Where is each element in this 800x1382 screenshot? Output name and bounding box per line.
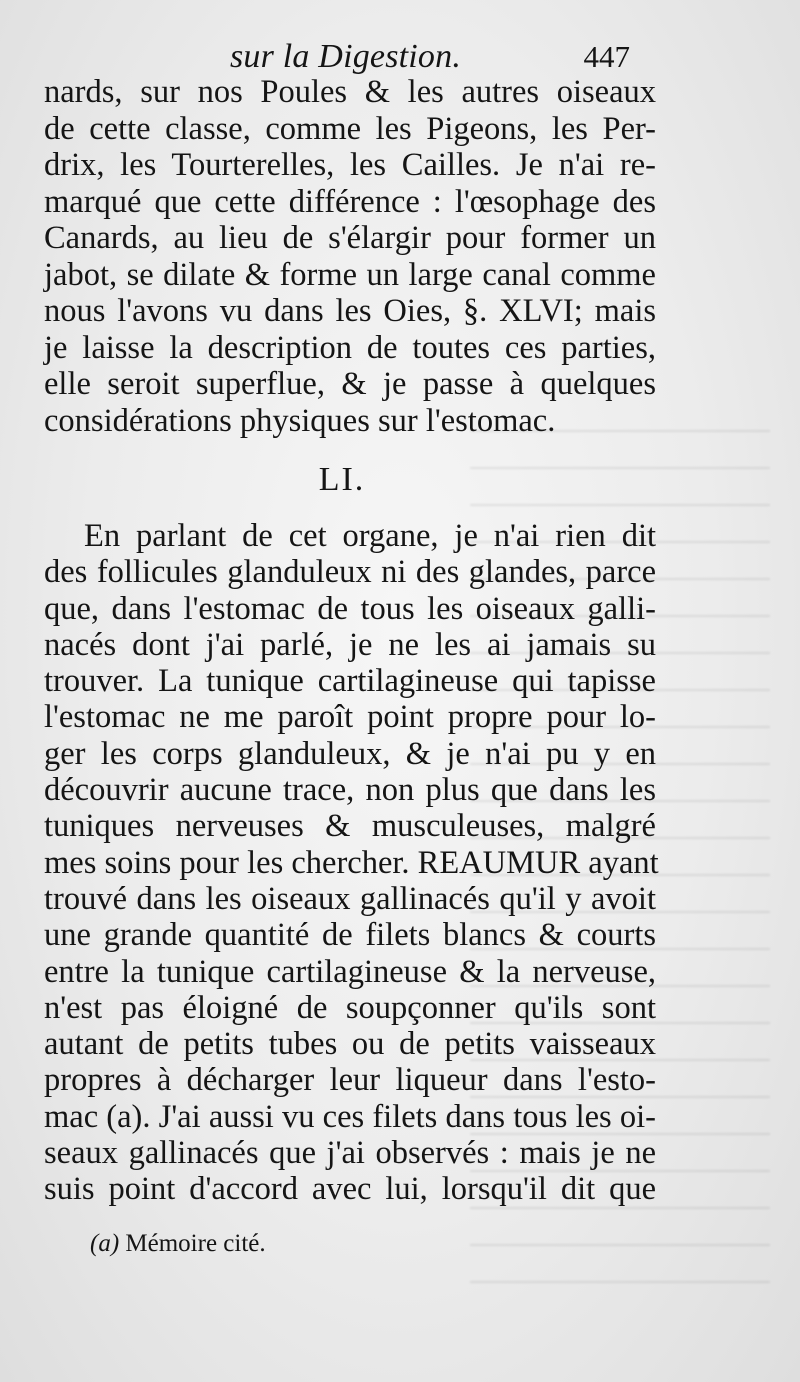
footnote-mark: (a) <box>90 1230 120 1257</box>
text-line: mes soins pour les chercher. REAUMUR ayant <box>44 844 659 881</box>
text-line: ger les corps glanduleux, & je n'ai pu y en <box>44 735 656 772</box>
text-line: je laisse la description de toutes ces parties, <box>44 329 656 366</box>
text-line: l'estomac ne me paroît point propre pour lo- <box>44 699 656 736</box>
text-line: de cette classe, comme les Pigeons, les Per- <box>44 110 656 147</box>
footnote-text: Mémoire cité. <box>125 1230 266 1257</box>
paragraph-1 <box>44 74 656 439</box>
text-line: nards, sur nos Poules & les autres oiseaux <box>44 74 656 110</box>
text-line: elle seroit superflue, & je passe à quelques <box>44 366 656 402</box>
paragraph-2 <box>44 518 659 1208</box>
text-line: jabot, se dilate & forme un large canal comme <box>44 256 656 293</box>
text-line: nous l'avons vu dans les Oies, §. XLVI; mais <box>44 293 656 329</box>
text-line: n'est pas éloigné de soupçonner qu'ils sont <box>44 989 656 1026</box>
page-number: 447 <box>583 39 630 74</box>
text-line: mac (a). J'ai aussi vu ces filets dans tous les oi- <box>44 1098 656 1135</box>
text-line: trouvé dans les oiseaux gallinacés qu'il y avoit <box>44 880 656 917</box>
text-line: des follicules glanduleux ni des glandes, parce <box>44 554 656 591</box>
text-line: considérations physiques sur l'estomac. <box>44 402 556 439</box>
text-line: une grande quantité de filets blancs & courts <box>44 917 656 954</box>
text-line: tuniques nerveuses & musculeuses, malgré <box>44 808 656 845</box>
text-line: trouver. La tunique cartilagineuse qui tapisse <box>44 663 656 700</box>
text-line: découvrir aucune trace, non plus que dans les <box>44 772 656 809</box>
text-line: En parlant de cet organe, je n'ai rien dit <box>84 518 656 554</box>
text-line: marqué que cette différence : l'œsophage des <box>44 183 656 220</box>
text-line: autant de petits tubes ou de petits vaisseaux <box>44 1026 656 1063</box>
text-line: nacés dont j'ai parlé, je ne les ai jamais su <box>44 626 656 663</box>
text-line: Canards, au lieu de s'élargir pour former un <box>44 220 656 256</box>
text-line: drix, les Tourterelles, les Cailles. Je n'ai re- <box>44 147 656 183</box>
text-line: suis point d'accord avec lui, lorsqu'il dit que <box>44 1171 656 1208</box>
running-title: sur la Digestion. <box>230 38 462 75</box>
text-line: propres à décharger leur liqueur dans l'esto- <box>44 1062 656 1099</box>
text-line: seaux gallinacés que j'ai observés : mais je ne <box>44 1135 656 1172</box>
text-line: que, dans l'estomac de tous les oiseaux galli- <box>44 590 656 627</box>
text-line: entre la tunique cartilagineuse & la nerveuse, <box>44 953 656 990</box>
footnote <box>90 1228 490 1260</box>
section-heading: LI. <box>318 461 366 498</box>
